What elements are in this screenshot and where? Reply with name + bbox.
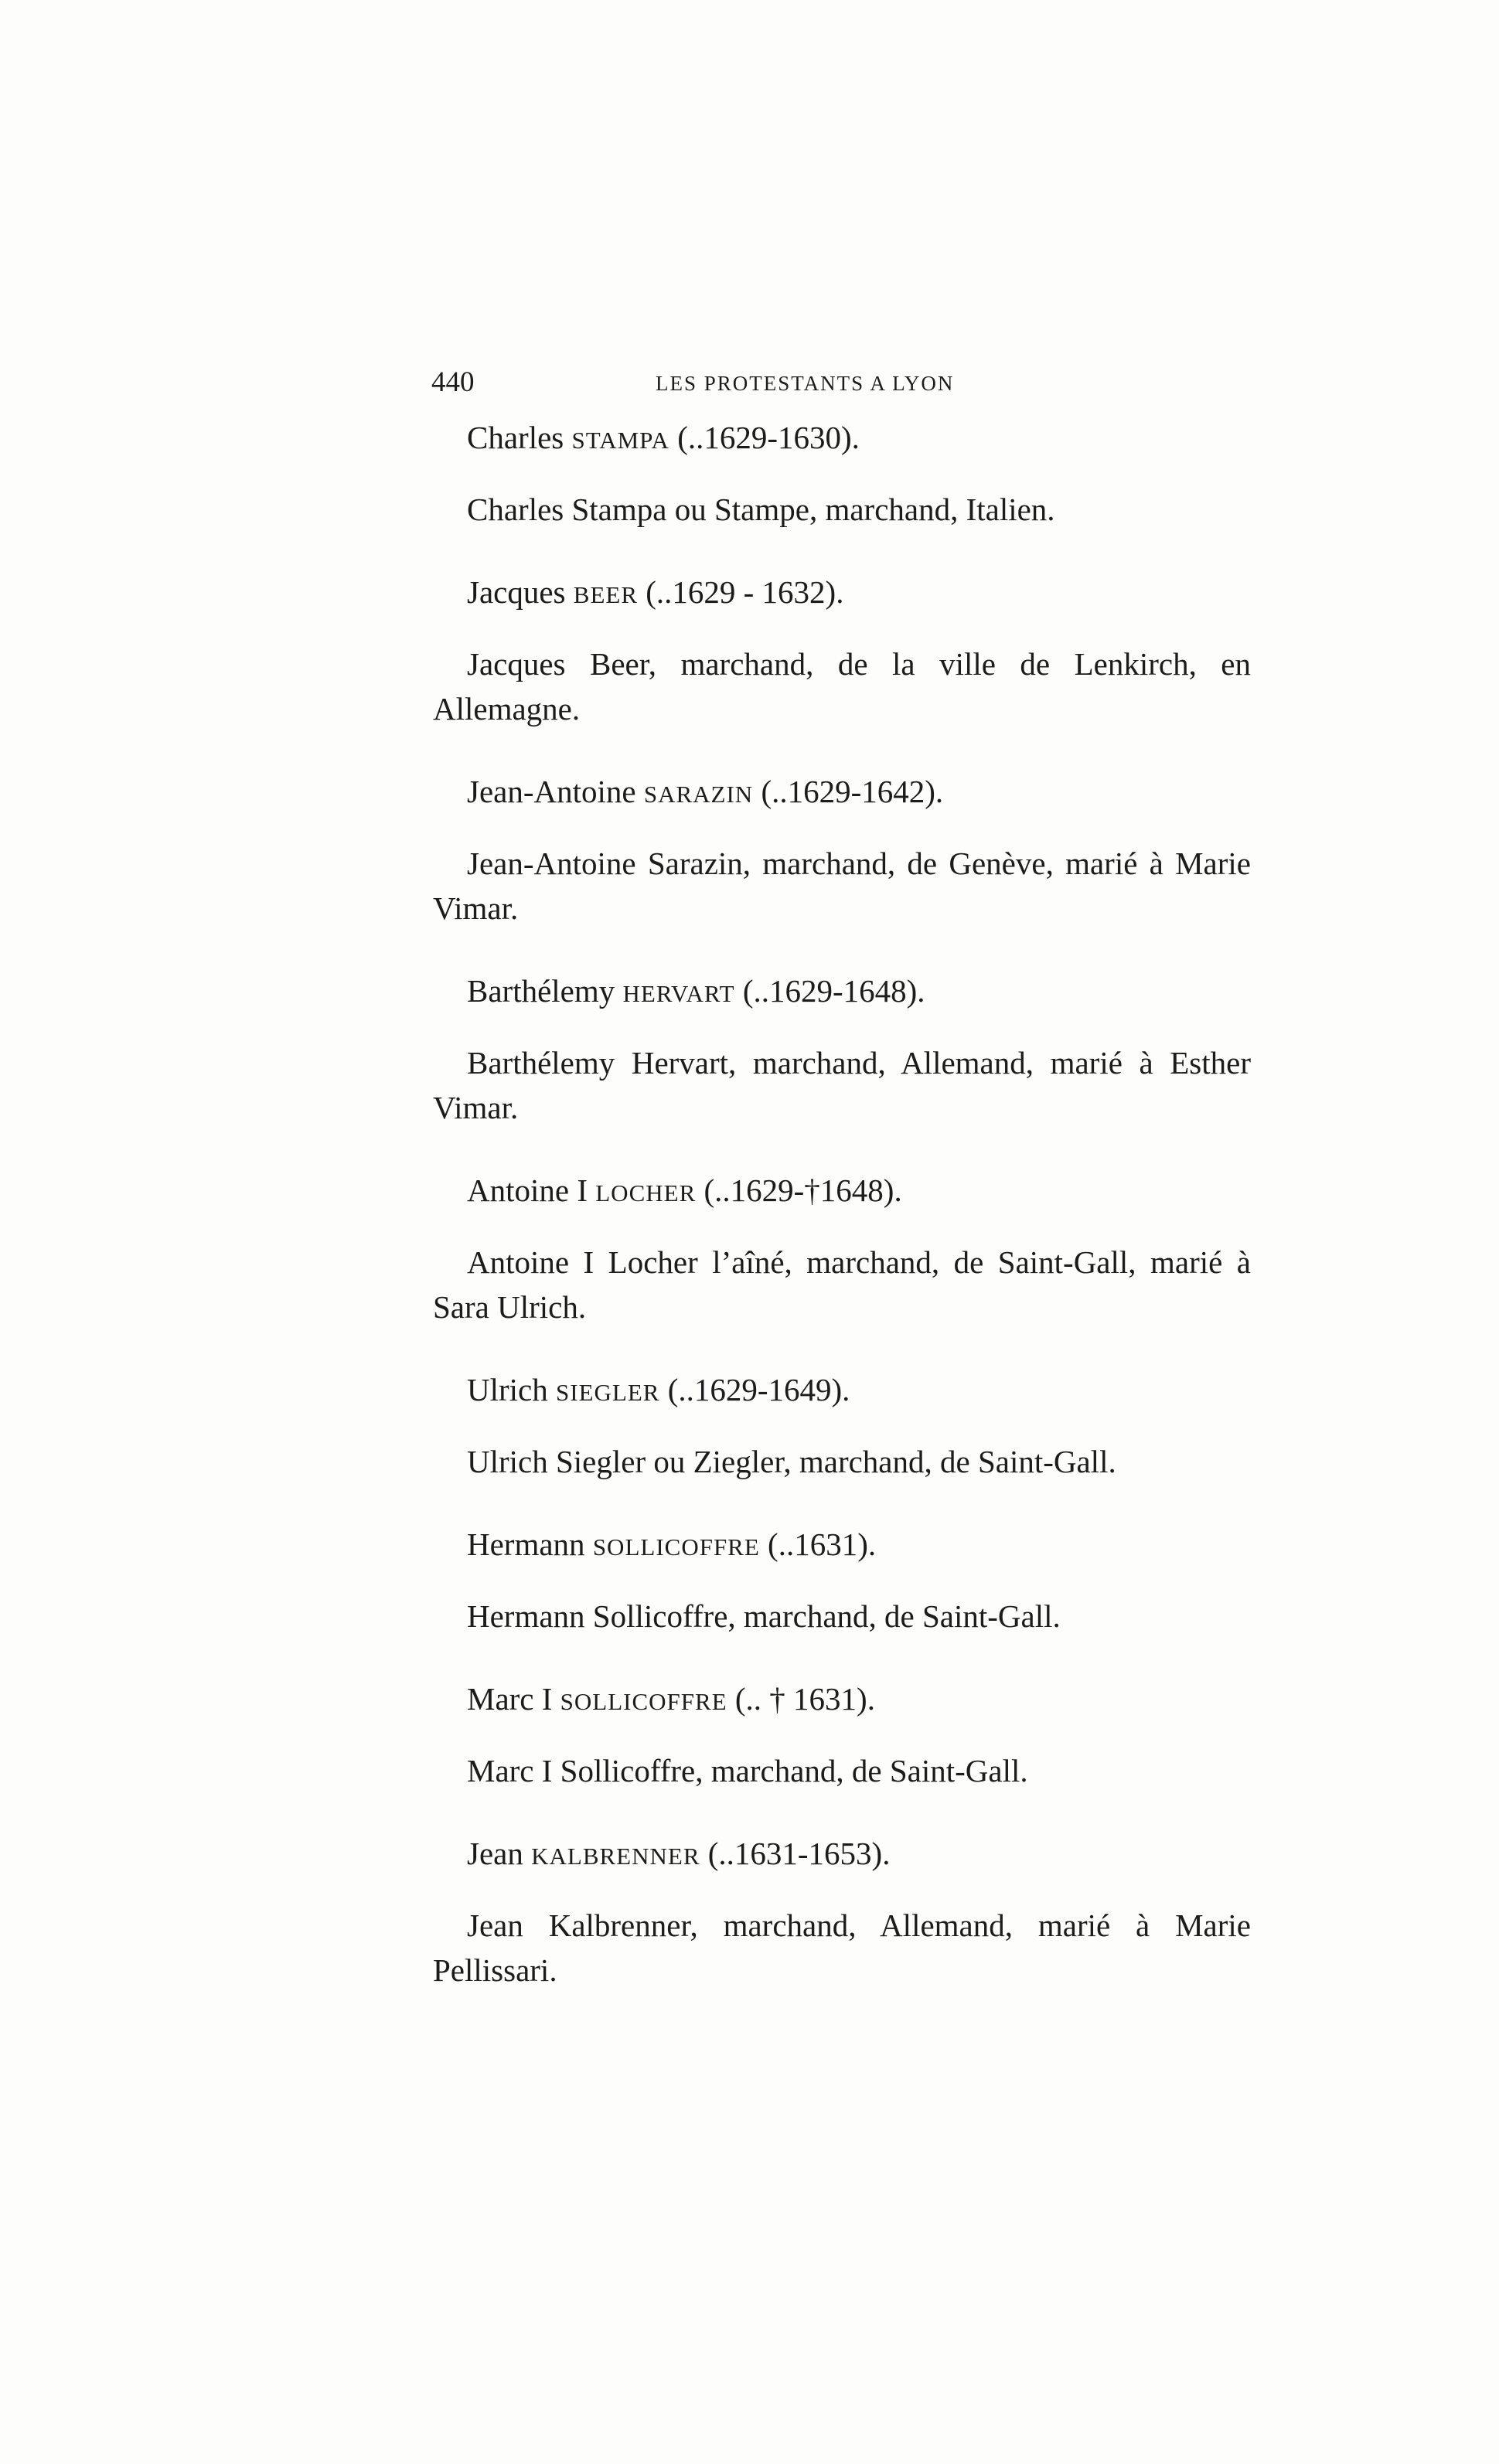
- entry-heading: [433, 1833, 1251, 1877]
- dates: (..1629-†1648).: [704, 1172, 902, 1208]
- surname: LOCHER: [595, 1179, 697, 1206]
- page-header: [431, 363, 1251, 402]
- entry-heading: [433, 417, 1251, 461]
- entry-description: Hermann Sollicoffre, marchand, de Saint-Gall.: [467, 1598, 1061, 1634]
- entry-description: Jean Kalbrenner, marchand, Allemand, marié à Marie Pellissari.: [433, 1908, 1251, 1988]
- entry-list: [433, 417, 1251, 2033]
- surname: KALBRENNER: [531, 1843, 700, 1870]
- first-name: Jean: [467, 1836, 523, 1871]
- first-name: Jean-Antoine: [467, 774, 636, 809]
- dates: (.. † 1631).: [734, 1681, 875, 1717]
- surname: SOLLICOFFRE: [560, 1688, 727, 1715]
- entry-heading: [433, 1679, 1251, 1722]
- entry-description: Charles Stampa ou Stampe, marchand, Italien.: [467, 492, 1055, 527]
- entry-heading: [433, 572, 1251, 615]
- entry-heading: [433, 771, 1251, 815]
- entry-siegler: [433, 1370, 1251, 1484]
- entry-heading: [433, 971, 1251, 1014]
- dates: (..1629-1630).: [677, 420, 860, 455]
- page-number: 440: [431, 366, 475, 398]
- entry-beer: [433, 572, 1251, 731]
- first-name: Marc I: [467, 1681, 553, 1717]
- entry-description: Antoine I Locher l’aîné, marchand, de Saint-Gall, marié à Sara Ulrich.: [433, 1244, 1251, 1325]
- entry-hermann-sollicoffre: [433, 1524, 1251, 1639]
- entry-sarazin: [433, 771, 1251, 931]
- surname: BEER: [573, 581, 638, 608]
- surname: STAMPA: [571, 427, 669, 454]
- surname: SOLLICOFFRE: [592, 1533, 760, 1560]
- entry-heading: [433, 1170, 1251, 1213]
- entry-description: Barthélemy Hervart, marchand, Allemand, marié à Esther Vimar.: [433, 1045, 1251, 1125]
- entry-description: Marc I Sollicoffre, marchand, de Saint-Gall.: [467, 1753, 1028, 1788]
- surname: SIEGLER: [556, 1379, 660, 1406]
- entry-heading: [433, 1370, 1251, 1413]
- entry-stampa: [433, 417, 1251, 532]
- first-name: Antoine I: [467, 1172, 588, 1208]
- first-name: Barthélemy: [467, 973, 615, 1009]
- dates: (..1631-1653).: [707, 1836, 891, 1871]
- entry-kalbrenner: [433, 1833, 1251, 1993]
- dates: (..1629 - 1632).: [646, 574, 844, 610]
- entry-description: Ulrich Siegler ou Ziegler, marchand, de Saint-Gall.: [467, 1444, 1116, 1479]
- dates: (..1629-1649).: [667, 1372, 850, 1407]
- dates: (..1629-1648).: [742, 973, 925, 1009]
- surname: HERVART: [622, 980, 735, 1007]
- surname: SARAZIN: [643, 781, 754, 808]
- entry-hervart: [433, 971, 1251, 1130]
- entry-description: Jean-Antoine Sarazin, marchand, de Genève, marié à Marie Vimar.: [433, 846, 1251, 926]
- entry-marc-sollicoffre: [433, 1679, 1251, 1793]
- entry-heading: [433, 1524, 1251, 1567]
- first-name: Jacques: [467, 574, 566, 610]
- dates: (..1631).: [768, 1526, 877, 1562]
- dates: (..1629-1642).: [761, 774, 944, 809]
- first-name: Charles: [467, 420, 564, 455]
- first-name: Ulrich: [467, 1372, 548, 1407]
- running-title: LES PROTESTANTS A LYON: [656, 372, 955, 395]
- entry-description: Jacques Beer, marchand, de la ville de Lenkirch, en Allemagne.: [433, 646, 1251, 727]
- entry-locher: [433, 1170, 1251, 1329]
- first-name: Hermann: [467, 1526, 585, 1562]
